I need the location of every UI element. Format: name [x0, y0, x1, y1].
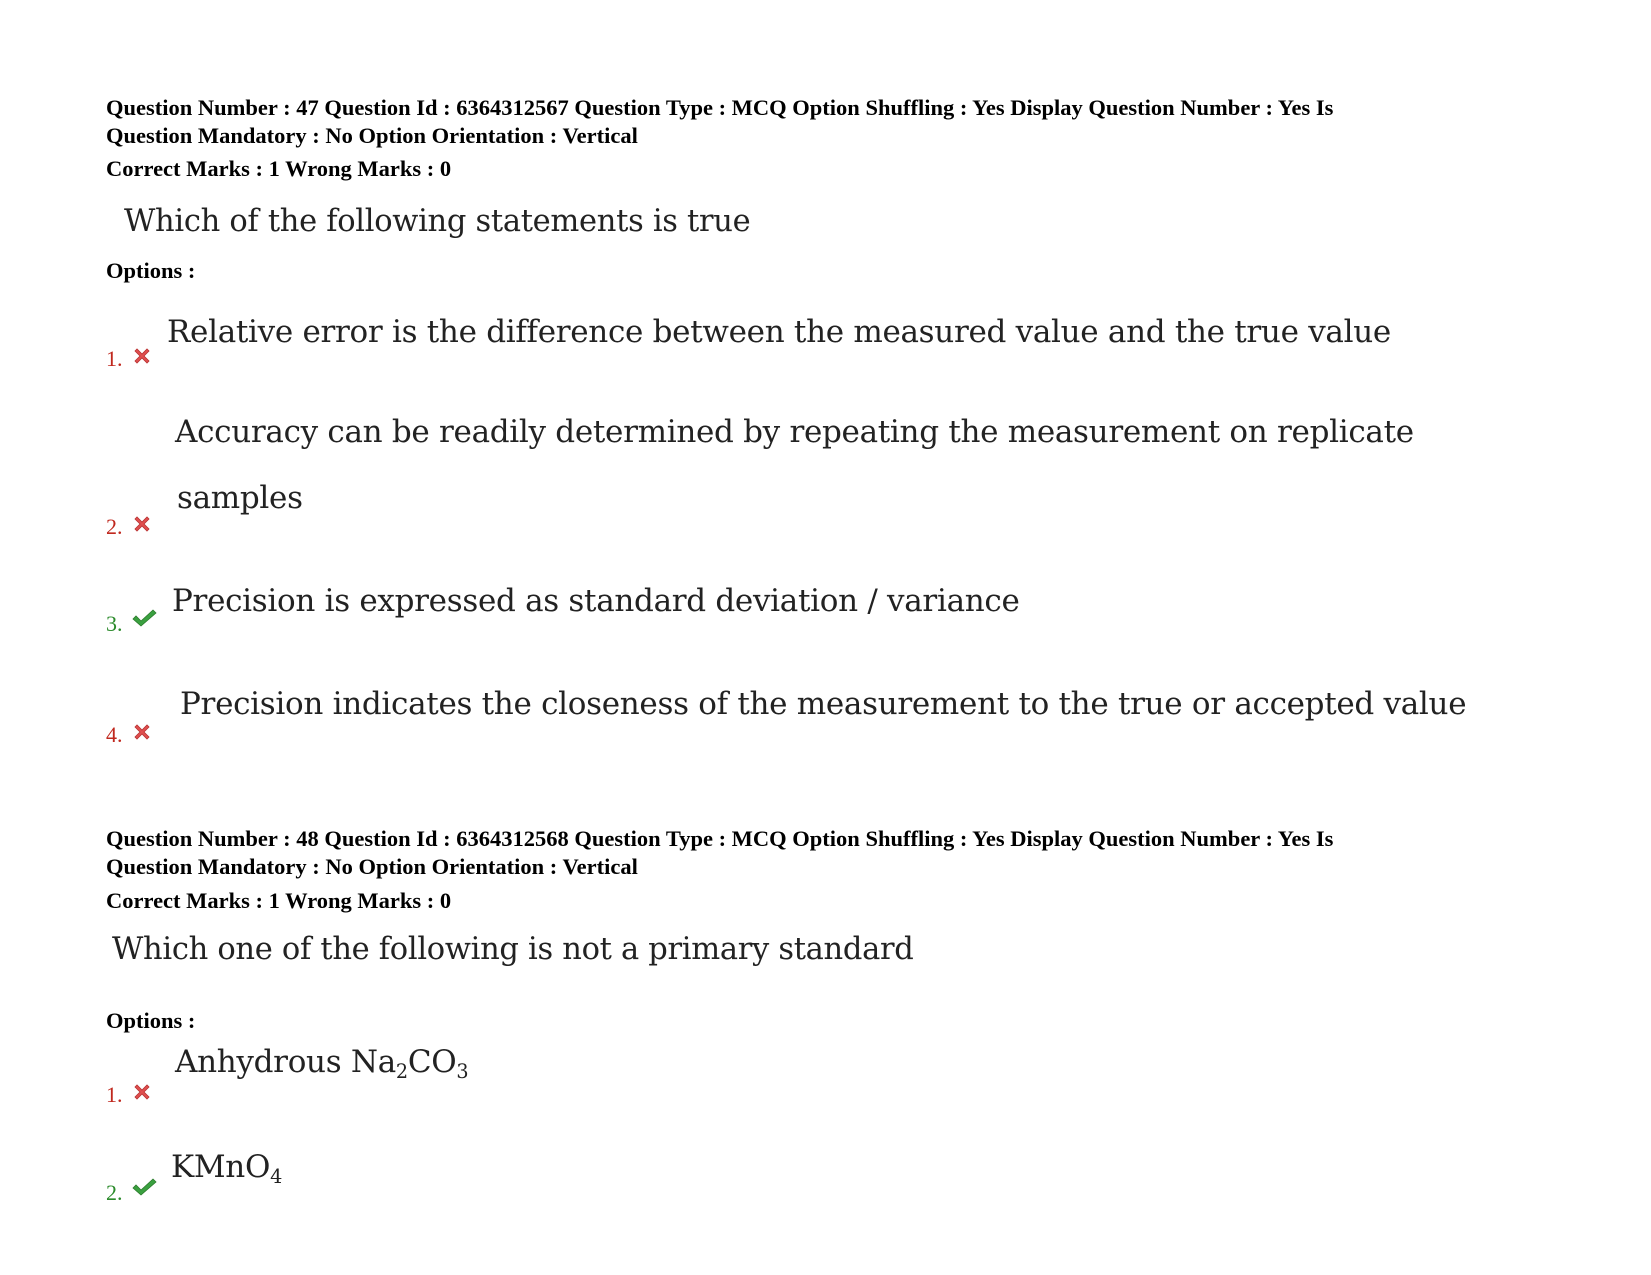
meta-line-2: Question Mandatory : No Option Orientation : Vertical: [106, 854, 638, 879]
q47-option-2-number: 2.: [106, 514, 123, 539]
formula-mid: CO: [407, 1044, 457, 1080]
cross-icon: [131, 513, 153, 535]
check-icon: [131, 607, 157, 629]
meta-line-1: Question Number : 48 Question Id : 6364312568 Question Type : MCQ Option Shuffling : Yes Display Question Number : Yes Is: [106, 826, 1334, 851]
cross-icon: [131, 721, 153, 743]
question-48-options-label: Options :: [106, 1008, 196, 1033]
q47-option-4-number: 4.: [106, 722, 123, 747]
meta-line-2: Question Mandatory : No Option Orientation : Vertical: [106, 123, 638, 148]
q48-option-1-text: [175, 1044, 469, 1083]
formula-main: Anhydrous Na: [175, 1044, 396, 1080]
q47-option-3-number: 3.: [106, 611, 123, 636]
formula-main: KMnO: [171, 1149, 271, 1185]
q48-option-2-number: 2.: [106, 1180, 123, 1205]
q47-option-4-text: Precision indicates the closeness of the measurement to the true or accepted value: [180, 686, 1467, 722]
q47-option-2-text-line-2: samples: [177, 480, 303, 516]
question-47-meta: [106, 94, 1546, 150]
subscript: 3: [456, 1059, 469, 1083]
q47-option-1-text: Relative error is the difference between the measured value and the true value: [167, 314, 1391, 350]
subscript: 4: [270, 1164, 283, 1188]
question-48-text: Which one of the following is not a primary standard: [112, 932, 914, 967]
check-icon: [131, 1176, 157, 1198]
cross-icon: [131, 1081, 153, 1103]
meta-line-1: Question Number : 47 Question Id : 6364312567 Question Type : MCQ Option Shuffling : Yes Display Question Number : Yes Is: [106, 95, 1334, 120]
q47-option-3-text: Precision is expressed as standard deviation / variance: [172, 583, 1020, 619]
q48-option-2-text: [171, 1149, 283, 1188]
question-47-text: Which of the following statements is true: [124, 204, 751, 239]
q47-option-2-text-line-1: Accuracy can be readily determined by repeating the measurement on replicate: [175, 414, 1414, 450]
question-47-options-label: Options :: [106, 258, 196, 283]
question-48-meta: [106, 825, 1546, 881]
question-48-marks: Correct Marks : 1 Wrong Marks : 0: [106, 888, 452, 913]
subscript: 2: [395, 1059, 408, 1083]
q48-option-1-number: 1.: [106, 1082, 123, 1107]
question-47-marks: Correct Marks : 1 Wrong Marks : 0: [106, 156, 452, 181]
cross-icon: [131, 345, 153, 367]
q47-option-1-number: 1.: [106, 346, 123, 371]
